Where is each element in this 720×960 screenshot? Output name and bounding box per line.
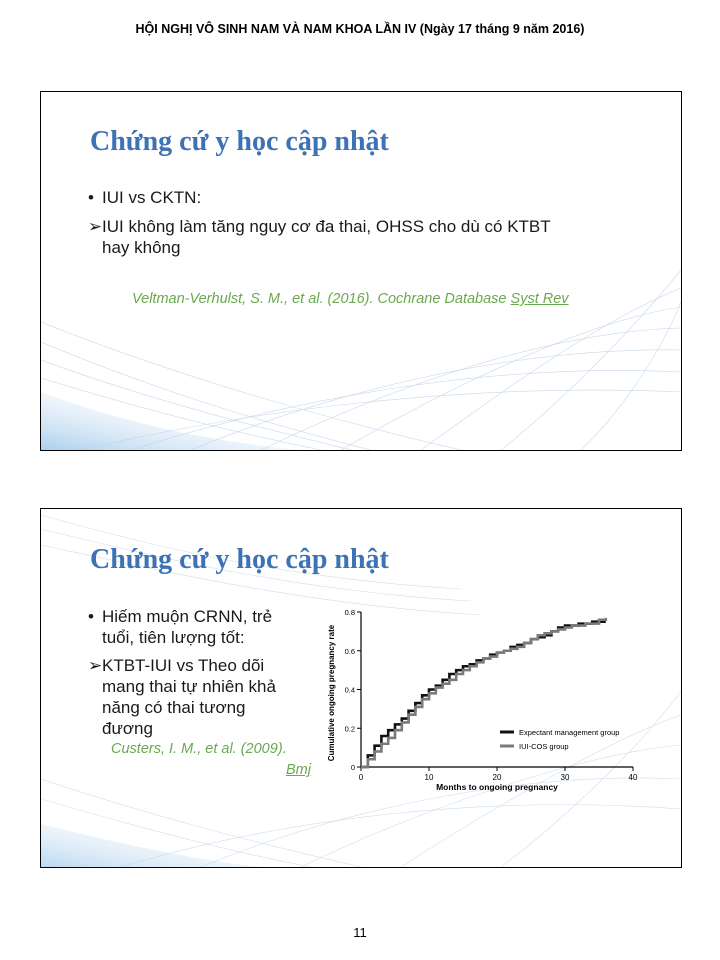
slide-1-bullet-2 [88, 216, 551, 258]
slide-2-citation-main: Custers, I. M., et al. (2009). [111, 741, 287, 757]
chart-x-tick-label: 0 [358, 773, 364, 782]
page-number: 11 [353, 925, 367, 940]
citation-journal-link[interactable]: Syst Rev [510, 291, 569, 307]
bullet-text-cont: năng có thai tương [102, 698, 246, 717]
chart-y-tick-label: 0.4 [344, 685, 355, 695]
chart-x-tick-label: 10 [424, 773, 434, 782]
chart-y-tick-label: 0.6 [344, 646, 355, 656]
chart-y-tick-label: 0.2 [344, 724, 355, 734]
chart-series-iui-cos [361, 618, 606, 767]
bullet-text: KTBT-IUI vs Theo dõi [102, 656, 265, 675]
bullet-text-cont: mang thai tự nhiên khả [102, 677, 276, 696]
chart-x-tick-label: 30 [560, 773, 570, 782]
chart-y-tick-label: 0.8 [344, 608, 355, 617]
arrow-bullet-icon: ➢ [88, 656, 103, 675]
slide-2-citation-journal-link[interactable]: Bmj [286, 762, 311, 778]
slide-1 [40, 91, 682, 451]
arrow-bullet-icon: ➢ [88, 217, 103, 236]
chart-legend-label: Expectant management group [519, 728, 620, 737]
slide-1-title: Chứng cứ y học cập nhật [90, 126, 389, 157]
citation-text: Veltman-Verhulst, S. M., et al. (2016). Cochrane Database [132, 291, 511, 307]
bullet-text: IUI không làm tăng nguy cơ đa thai, OHSS cho dù có KTBT [102, 217, 551, 236]
bullet-text-cont: đương [102, 719, 153, 738]
chart-series-expectant-management [361, 622, 606, 767]
chart-x-axis-label: Months to ongoing pregnancy [436, 782, 558, 792]
chart-y-tick-label: 0 [350, 763, 355, 772]
bullet-text: IUI vs CKTN: [102, 188, 202, 207]
chart-legend-label: IUI-COS group [519, 742, 569, 751]
chart-x-tick-label: 40 [628, 773, 638, 782]
chart-y-axis-label: Cumulative ongoing pregnancy rate [327, 624, 336, 762]
bullet-dot-icon: • [88, 188, 94, 207]
bullet-text-cont: tuổi, tiên lượng tốt: [102, 628, 245, 647]
pregnancy-rate-chart [41, 509, 681, 867]
bullet-text-cont: hay không [102, 238, 181, 257]
bullet-dot-icon: • [88, 607, 94, 626]
chart-x-tick-label: 20 [492, 773, 502, 782]
slide-2 [40, 508, 682, 868]
bullet-text: Hiếm muộn CRNN, trẻ [102, 607, 273, 626]
page-header: HỘI NGHỊ VÔ SINH NAM VÀ NAM KHOA LẦN IV (Ngày 17 tháng 9 năm 2016) [135, 22, 585, 36]
slide-2-title: Chứng cứ y học cập nhật [90, 544, 389, 575]
slide-1-bullet-1 [88, 187, 201, 208]
slide-1-citation [132, 291, 569, 307]
